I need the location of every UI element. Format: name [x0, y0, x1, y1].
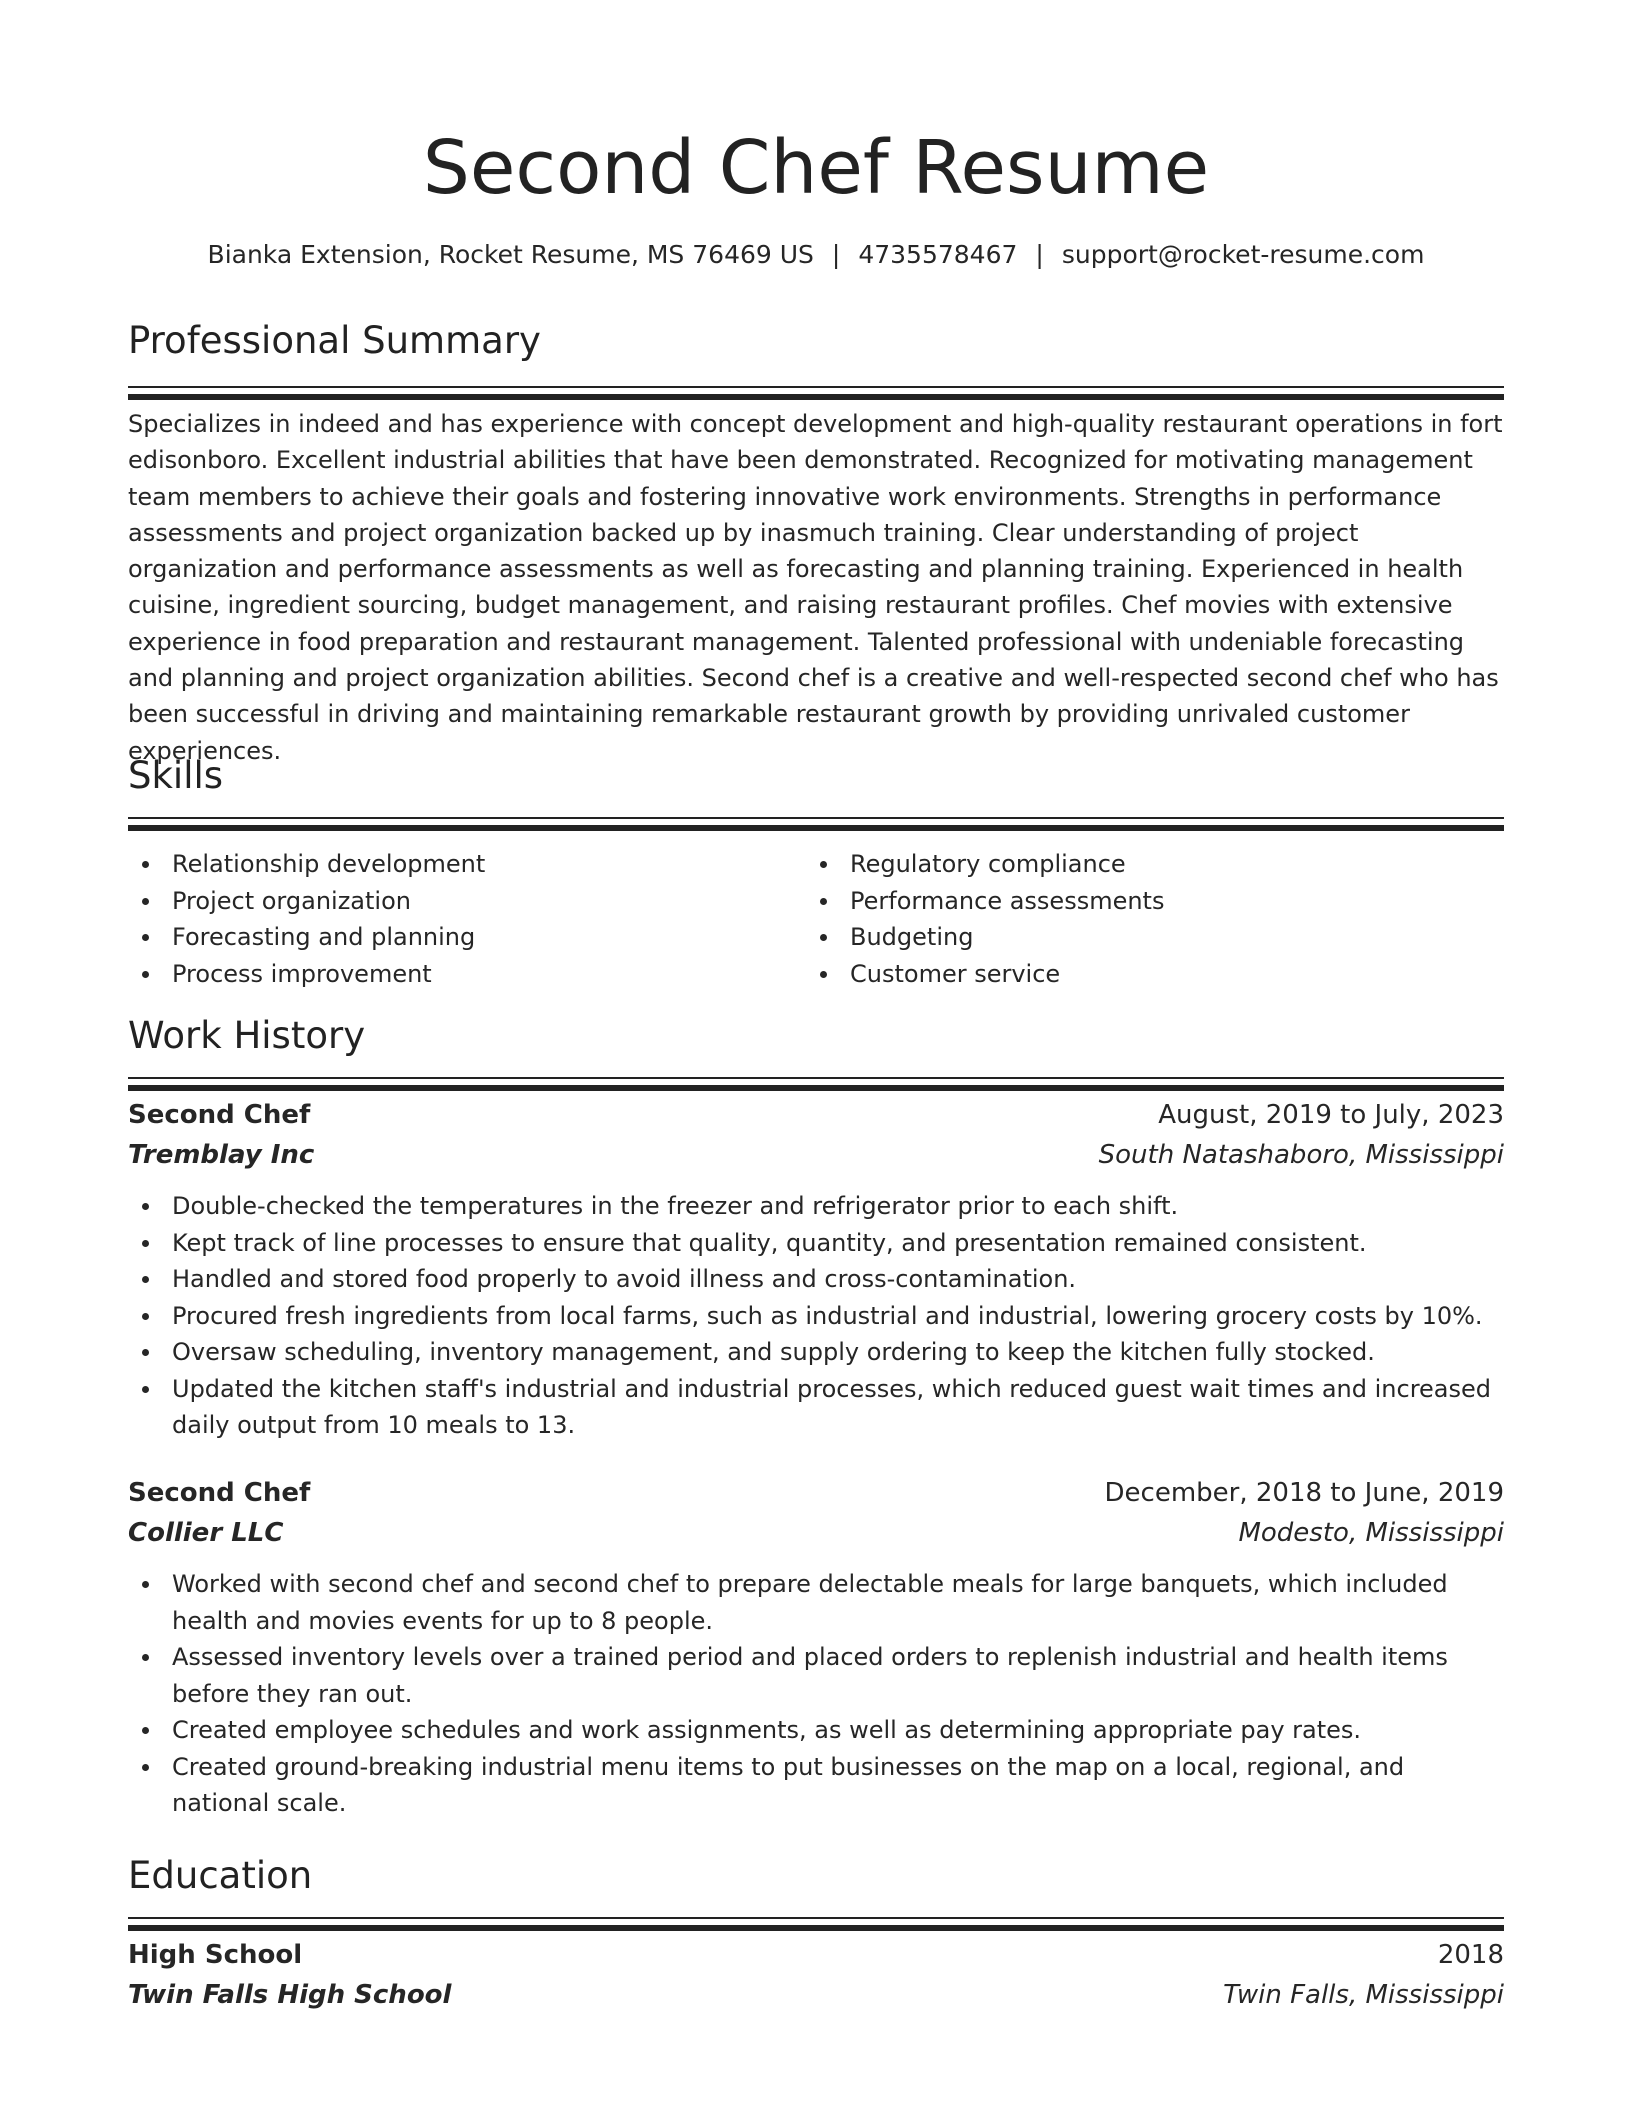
section-heading-education: Education	[128, 1854, 313, 1897]
skills-column-left	[128, 846, 806, 992]
job-entry	[128, 1474, 1504, 1822]
skill-item: Project organization	[128, 883, 806, 920]
section-heading-summary: Professional Summary	[128, 319, 541, 362]
section-divider	[128, 1917, 1504, 1931]
contact-line	[128, 238, 1504, 272]
job-bullet: Double-checked the temperatures in the freezer and refrigerator prior to each shift.	[128, 1188, 1504, 1225]
job-company: Collier LLC	[128, 1518, 284, 1548]
skill-item: Relationship development	[128, 846, 806, 883]
job-entry	[128, 1096, 1504, 1444]
section-heading-work: Work History	[128, 1014, 366, 1057]
education-entry	[128, 1936, 1504, 2014]
job-dates: August, 2019 to July, 2023	[1158, 1100, 1504, 1130]
job-bullet: Created employee schedules and work assignments, as well as determining appropriate pay rates.	[128, 1712, 1504, 1749]
skills-section-header	[128, 751, 1504, 831]
skills-column-right	[806, 846, 1484, 992]
job-dates: December, 2018 to June, 2019	[1104, 1478, 1504, 1508]
job-company: Tremblay Inc	[128, 1140, 315, 1170]
skill-item: Customer service	[806, 956, 1484, 993]
job-bullet: Oversaw scheduling, inventory management, and supply ordering to keep the kitchen fully stocked.	[128, 1334, 1504, 1371]
education-location: Twin Falls, Mississippi	[1223, 1980, 1504, 2010]
skill-item: Process improvement	[128, 956, 806, 993]
contact-separator: |	[1035, 240, 1044, 269]
section-heading-skills: Skills	[128, 754, 224, 797]
education-school: Twin Falls High School	[128, 1980, 452, 2010]
skills-list	[128, 846, 1504, 992]
skill-item: Performance assessments	[806, 883, 1484, 920]
skill-item: Forecasting and planning	[128, 919, 806, 956]
education-section-header	[128, 1851, 1504, 1931]
job-title: Second Chef	[128, 1100, 311, 1130]
section-divider	[128, 817, 1504, 831]
summary-text: Specializes in indeed and has experience with concept development and high-quality restaurant operations in fort edisonboro. Excellent industrial abilities that have been demonstrated. Recognized for motivating management team members to achieve their goals and fostering innovative work environments. Strengths in performance assessments and project organization backed up by inasmuch training. Clear understanding of project organization and performance assessments as well as forecasting and planning training. Experienced in health cuisine, ingredient sourcing, budget management, and raising restaurant profiles. Chef movies with extensive experience in food preparation and restaurant management. Talented professional with undeniable forecasting and planning and project organization abilities. Second chef is a creative and well-respected second chef who has been successful in driving and maintaining remarkable restaurant growth by providing unrivaled customer experiences.	[128, 410, 1503, 765]
job-bullet: Kept track of line processes to ensure that quality, quantity, and presentation remained consistent.	[128, 1225, 1504, 1262]
job-location: South Natashaboro, Mississippi	[1098, 1140, 1504, 1170]
job-bullet: Updated the kitchen staff's industrial and industrial processes, which reduced guest wait times and increased daily output from 10 meals to 13.	[128, 1371, 1504, 1444]
job-bullet: Created ground-breaking industrial menu items to put businesses on the map on a local, regional, and national scale.	[128, 1749, 1504, 1822]
job-bullet: Handled and stored food properly to avoid illness and cross-contamination.	[128, 1261, 1504, 1298]
skill-item: Regulatory compliance	[806, 846, 1484, 883]
contact-email[interactable]: support@rocket-resume.com	[1061, 240, 1425, 269]
contact-phone: 4735578467	[858, 240, 1018, 269]
section-divider	[128, 386, 1504, 400]
education-year: 2018	[1437, 1940, 1504, 1970]
job-bullet: Worked with second chef and second chef to prepare delectable meals for large banquets, which included health and movies events for up to 8 people.	[128, 1566, 1504, 1639]
education-degree: High School	[128, 1940, 303, 1970]
resume-title: Second Chef Resume	[422, 125, 1210, 211]
job-title: Second Chef	[128, 1478, 311, 1508]
job-bullets	[128, 1566, 1504, 1822]
summary-section-header	[128, 316, 1504, 400]
job-bullet: Procured fresh ingredients from local farms, such as industrial and industrial, lowering grocery costs by 10%.	[128, 1298, 1504, 1335]
work-section-header	[128, 1011, 1504, 1091]
job-location: Modesto, Mississippi	[1238, 1518, 1504, 1548]
job-bullets	[128, 1188, 1504, 1444]
contact-address: Bianka Extension, Rocket Resume, MS 76469 US	[207, 240, 814, 269]
skill-item: Budgeting	[806, 919, 1484, 956]
section-divider	[128, 1077, 1504, 1091]
job-bullet: Assessed inventory levels over a trained period and placed orders to replenish industrial and health items before they ran out.	[128, 1639, 1504, 1712]
contact-separator: |	[831, 240, 841, 269]
